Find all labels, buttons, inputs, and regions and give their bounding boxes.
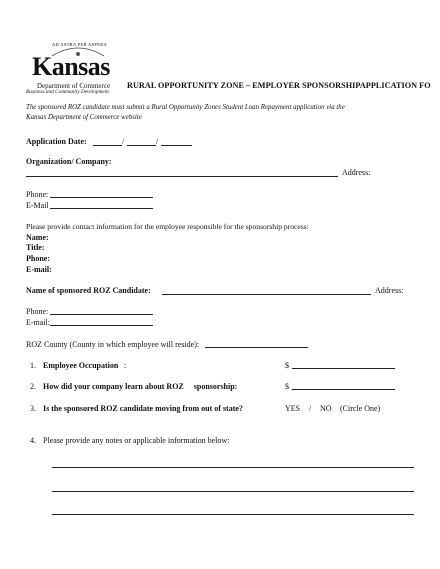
form-title: RURAL OPPORTUNITY ZONE – EMPLOYER SPONSORSHIPAPPLICATION FO (127, 81, 431, 90)
organization-email-label: E-Mail (26, 201, 49, 210)
question-4-number: 4. (30, 436, 36, 445)
candidate-email-field[interactable] (50, 325, 153, 326)
contact-name-label: Name: (26, 233, 49, 242)
organization-label: Organization/ Company: (26, 157, 112, 166)
county-label: ROZ County (County in which employee will reside): (26, 340, 200, 349)
date-separator: / (156, 137, 159, 146)
notes-line-3[interactable] (52, 514, 414, 515)
candidate-phone-field[interactable] (50, 314, 153, 315)
instructions-line-1: The sponsored ROZ candidate must submit a Rural Opportunity Zones Student Loan Repayment application via the (26, 104, 345, 111)
logo-division: Business and Community Development (26, 89, 109, 95)
question-3-slash: / (309, 404, 312, 413)
candidate-email-label: E-mail: (26, 318, 50, 327)
question-3-number: 3. (30, 404, 36, 413)
question-3-yes-option[interactable]: YES (285, 404, 301, 413)
contact-title-label: Title: (26, 243, 45, 252)
candidate-name-label: Name of sponsored ROZ Candidate: (26, 286, 151, 295)
question-2-number: 2. (30, 382, 36, 391)
question-2-field[interactable] (292, 389, 395, 390)
question-1-colon: : (124, 361, 127, 370)
question-1-text: Employee Occupation (43, 361, 119, 370)
notes-line-2[interactable] (52, 491, 414, 492)
question-3-no-option[interactable]: NO (320, 404, 332, 413)
date-separator: / (122, 137, 125, 146)
logo-wordmark: Kansas (32, 52, 110, 81)
question-3-text: Is the sponsored ROZ candidate moving from out of state? (43, 404, 243, 413)
application-date-year-field[interactable] (161, 145, 192, 146)
organization-phone-label: Phone: (26, 190, 49, 199)
question-2-dollar: $ (285, 382, 289, 391)
logo-motto: AD ASTRA PER ASPERA (52, 42, 108, 47)
question-1-field[interactable] (292, 368, 395, 369)
question-4-text: Please provide any notes or applicable information below: (43, 436, 230, 445)
organization-address-label: Address: (342, 168, 371, 177)
organization-phone-field[interactable] (50, 197, 153, 198)
contact-phone-label: Phone: (26, 254, 50, 263)
question-2-text: How did your company learn about ROZ sponsorship: (43, 382, 238, 391)
question-1-dollar: $ (285, 361, 289, 370)
logo-department: Department of Commerce (37, 82, 111, 90)
application-date-label: Application Date: (26, 137, 87, 146)
question-3-circle-hint: (Circle One) (340, 404, 381, 413)
application-date-day-field[interactable] (127, 145, 156, 146)
county-field[interactable] (205, 347, 308, 348)
contact-email-label: E-mail: (26, 265, 52, 274)
organization-field[interactable] (26, 176, 338, 177)
candidate-phone-label: Phone: (26, 307, 49, 316)
instructions-line-2: Kansas Department of Commerce website (26, 114, 142, 121)
application-date-month-field[interactable] (93, 145, 122, 146)
candidate-address-label: Address: (375, 286, 404, 295)
organization-email-field[interactable] (50, 208, 153, 209)
contact-intro: Please provide contact information for the employee responsible for the sponsorship process: (26, 222, 309, 231)
notes-line-1[interactable] (52, 467, 414, 468)
question-1-number: 1. (30, 361, 36, 370)
candidate-name-field[interactable] (162, 294, 371, 295)
